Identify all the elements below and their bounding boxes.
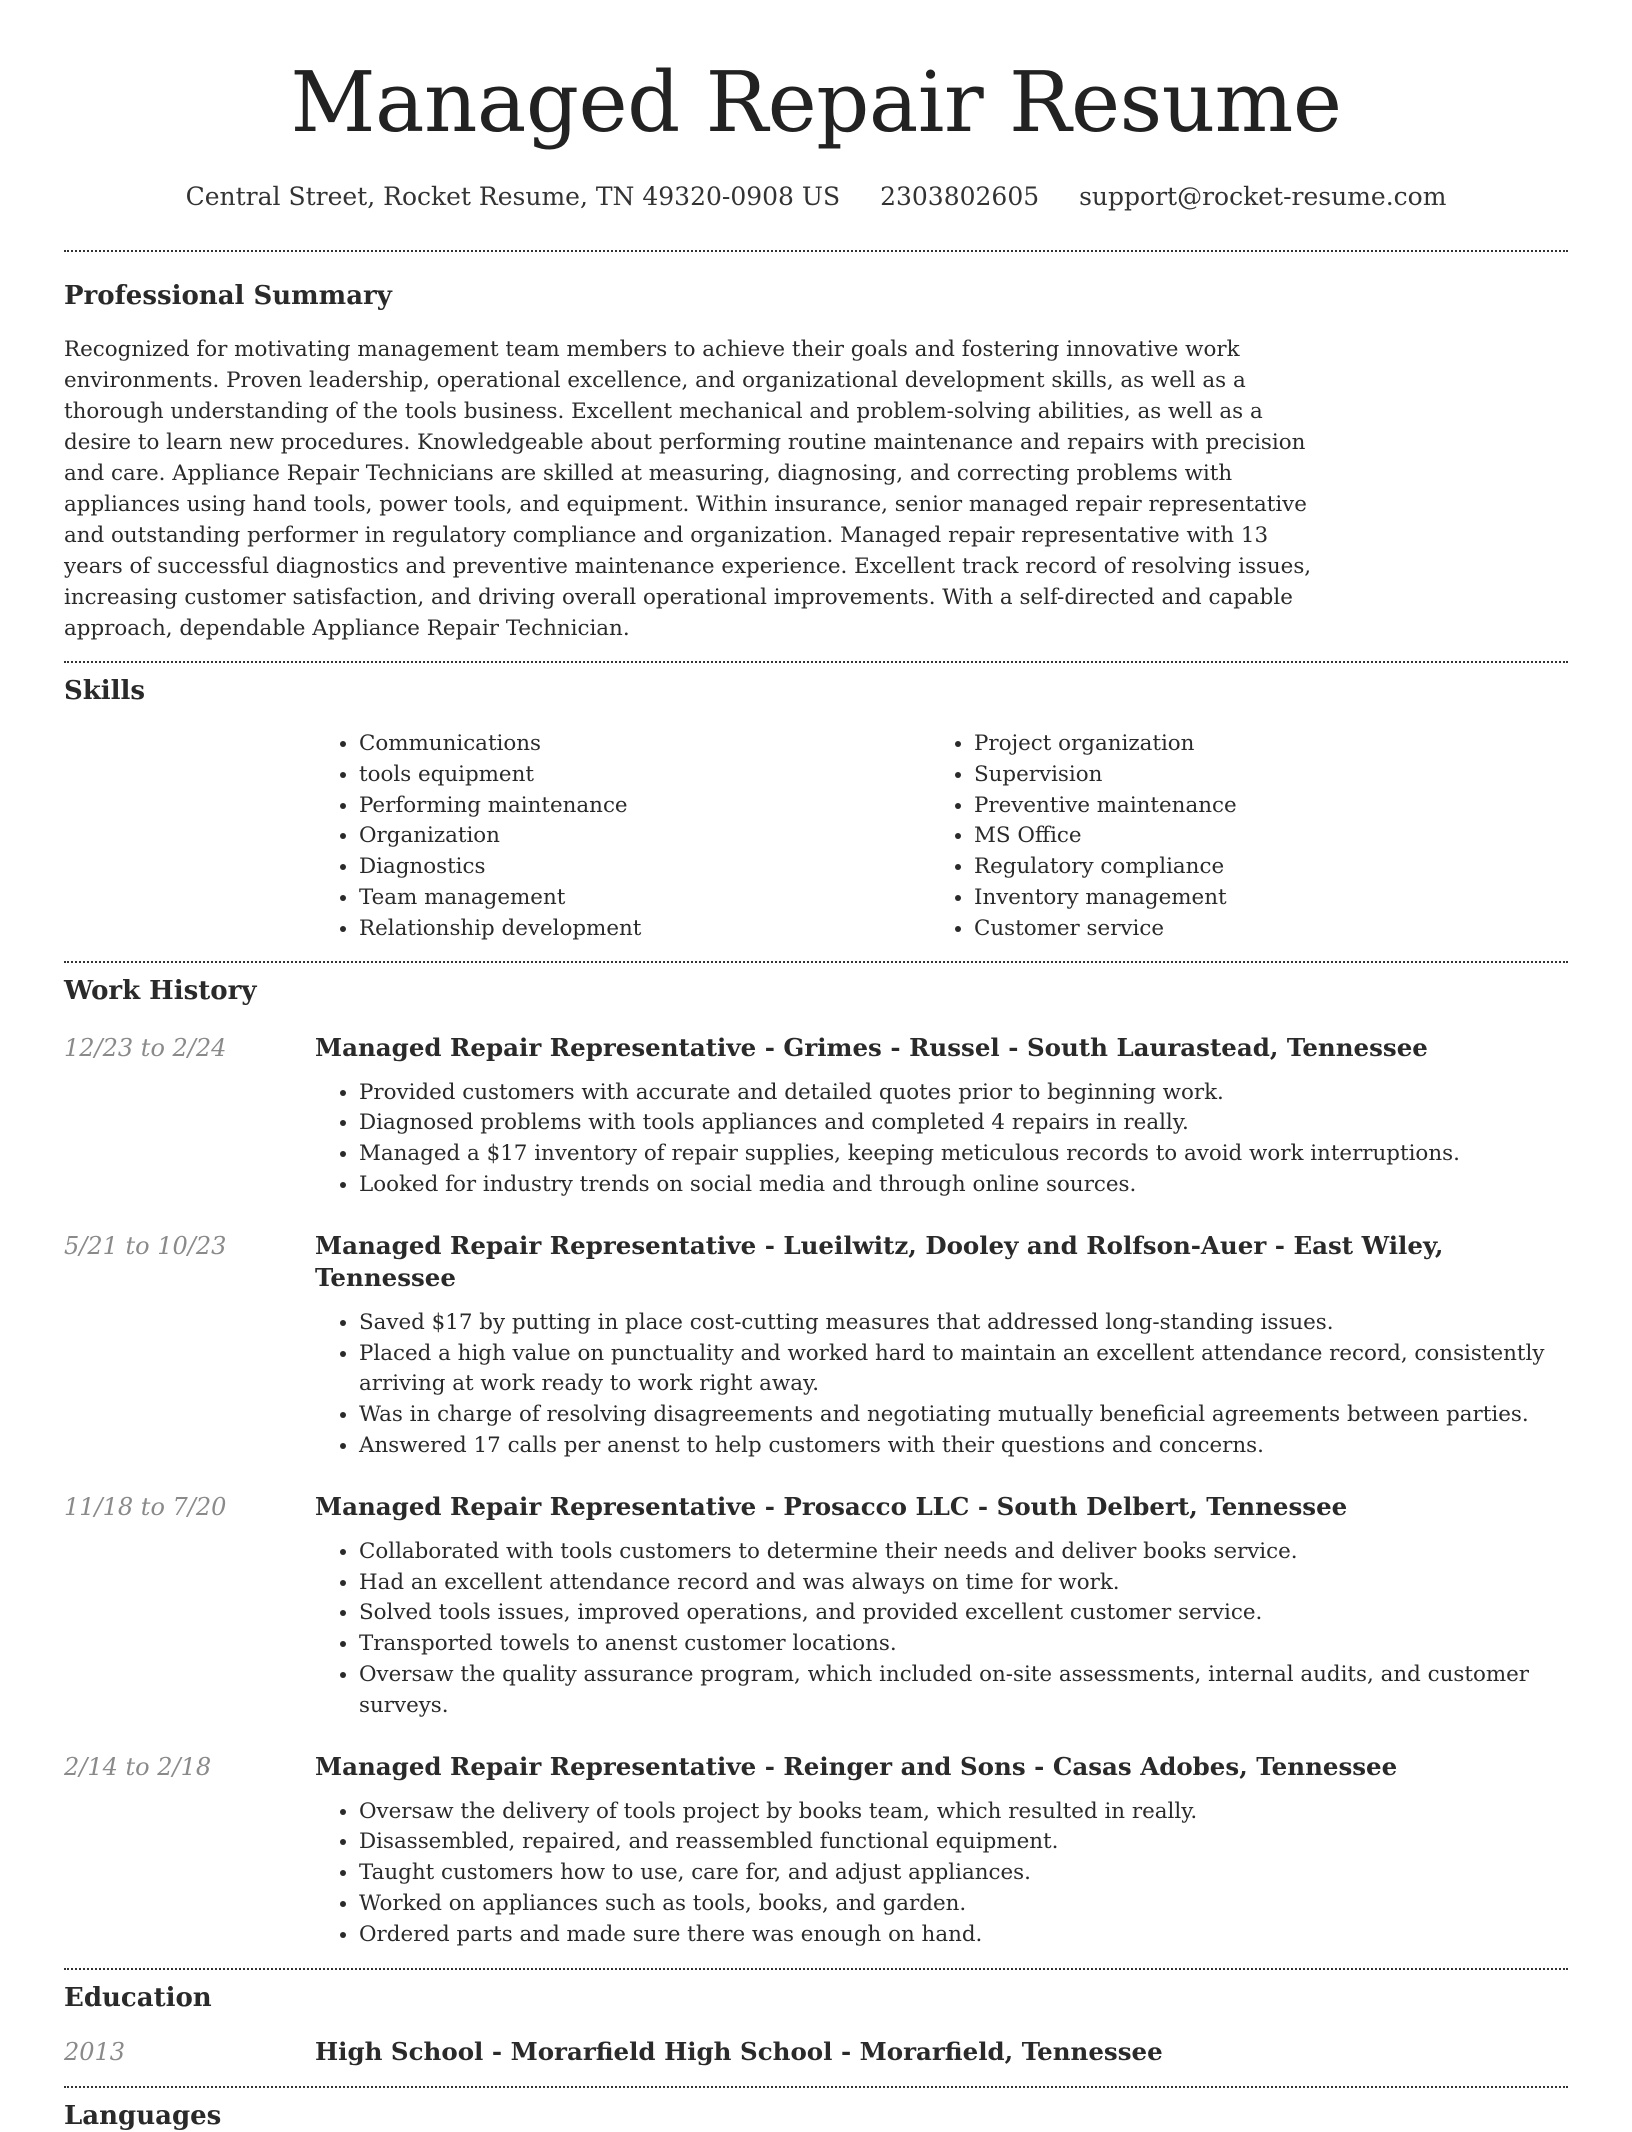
summary-text: Recognized for motivating management team members to achieve their goals and fostering innovative work environments. Proven leadership, operational excellence, and organizational development skills, as well as a thorough understanding of the tools business. Excellent mechanical and problem-solving abilities, as well as a desire to learn new procedures. Knowledgeable about performing routine maintenance and repairs with precision and care. Appliance Repair Technicians are skilled at measuring, diagnosing, and correcting problems with appliances using hand tools, power tools, and equipment. Within insurance, senior managed repair representative and outstanding performer in regulatory compliance and organization. Managed repair representative with 13 years of successful diagnostics and preventive maintenance experience. Excellent track record of resolving issues, increasing customer satisfaction, and driving overall operational improvements. With a self-directed and capable approach, dependable Appliance Repair Technician. — [64, 337, 1312, 641]
section-title-skills: Skills — [64, 676, 146, 706]
contact-address: Central Street, Rocket Resume, TN 49320-0908 US — [185, 182, 841, 211]
skills-columns — [315, 729, 1568, 945]
job-bullet: • Oversaw the delivery of tools project by books team, which resulted in really. — [359, 1797, 1568, 1828]
job-bullet: • Managed a $17 inventory of repair supplies, keeping meticulous records to avoid work interruptions. — [359, 1139, 1568, 1170]
job-date: 5/21 to 10/23 — [64, 1231, 227, 1260]
job-bullets — [315, 1537, 1568, 1722]
job-bullet: • Diagnosed problems with tools appliances and completed 4 repairs in really. — [359, 1108, 1568, 1139]
work-section — [64, 963, 1568, 1951]
job-body — [315, 1230, 1568, 1462]
job-title: Managed Repair Representative - Lueilwitz, Dooley and Rolfson-Auer - East Wiley, Tennessee — [315, 1230, 1444, 1292]
skill-item: • Preventive maintenance — [974, 791, 1545, 822]
job-date: 11/18 to 7/20 — [64, 1492, 227, 1521]
skill-item: • Regulatory compliance — [974, 852, 1545, 883]
job-bullet: • Placed a high value on punctuality and worked hard to maintain an excellent attendance record, consistently arriving at work ready to work right away. — [359, 1339, 1568, 1401]
job-bullet: • Transported towels to anenst customer locations. — [359, 1629, 1568, 1660]
contact-line — [64, 182, 1568, 212]
job-bullet: • Answered 17 calls per anenst to help customers with their questions and concerns. — [359, 1431, 1568, 1462]
contact-email: support@rocket-resume.com — [1079, 182, 1447, 211]
job-date: 12/23 to 2/24 — [64, 1033, 227, 1062]
job-entry — [64, 1230, 1568, 1462]
skill-item: • Diagnostics — [359, 852, 930, 883]
job-bullet: • Disassembled, repaired, and reassembled functional equipment. — [359, 1827, 1568, 1858]
job-entry — [64, 1751, 1568, 1951]
job-bullet: • Oversaw the quality assurance program, which included on-site assessments, internal audits, and customer surveys. — [359, 1660, 1568, 1722]
job-bullet: • Solved tools issues, improved operations, and provided excellent customer service. — [359, 1598, 1568, 1629]
education-entry — [64, 2036, 1568, 2068]
job-entry — [64, 1491, 1568, 1722]
skill-item: • Supervision — [974, 760, 1545, 791]
skill-item: • Team management — [359, 883, 930, 914]
job-title: Managed Repair Representative - Reinger and Sons - Casas Adobes, Tennessee — [315, 1751, 1398, 1781]
skills-list-right — [930, 729, 1545, 945]
job-bullets — [315, 1308, 1568, 1462]
skill-item: • tools equipment — [359, 760, 930, 791]
job-bullet: • Ordered parts and made sure there was enough on hand. — [359, 1920, 1568, 1951]
job-bullet: • Provided customers with accurate and detailed quotes prior to beginning work. — [359, 1078, 1568, 1109]
education-section — [64, 1970, 1568, 2068]
resume-page — [64, 0, 1568, 2132]
job-bullet: • Had an excellent attendance record and was always on time for work. — [359, 1568, 1568, 1599]
skill-item: • Communications — [359, 729, 930, 760]
contact-phone: 2303802605 — [880, 182, 1040, 211]
education-title: High School - Morarfield High School - Morarfield, Tennessee — [315, 2036, 1163, 2066]
job-title: Managed Repair Representative - Grimes - Russel - South Laurastead, Tennessee — [315, 1032, 1428, 1062]
job-body — [315, 1491, 1568, 1722]
resume-name: Managed Repair Resume — [290, 54, 1342, 151]
job-bullets — [315, 1797, 1568, 1951]
job-title: Managed Repair Representative - Prosacco LLC - South Delbert, Tennessee — [315, 1491, 1348, 1521]
skills-section — [64, 663, 1568, 945]
skill-item: • Project organization — [974, 729, 1545, 760]
section-title-languages: Languages — [64, 2100, 222, 2131]
skill-item: • Relationship development — [359, 914, 930, 945]
section-title-summary: Professional Summary — [64, 281, 392, 311]
section-title-education: Education — [64, 1982, 212, 2013]
skill-item: • Performing maintenance — [359, 791, 930, 822]
job-bullet: • Was in charge of resolving disagreements and negotiating mutually beneficial agreements between parties. — [359, 1400, 1568, 1431]
summary-section — [64, 252, 1568, 644]
skill-item: • MS Office — [974, 821, 1545, 852]
job-bullet: • Looked for industry trends on social media and through online sources. — [359, 1170, 1568, 1201]
education-body — [315, 2036, 1568, 2068]
skill-item: • Customer service — [974, 914, 1545, 945]
job-bullet: • Taught customers how to use, care for, and adjust appliances. — [359, 1858, 1568, 1889]
job-bullets — [315, 1078, 1568, 1201]
job-bullet: • Collaborated with tools customers to determine their needs and deliver books service. — [359, 1537, 1568, 1568]
job-entry — [64, 1032, 1568, 1201]
job-bullet: • Worked on appliances such as tools, books, and garden. — [359, 1889, 1568, 1920]
section-title-work: Work History — [64, 975, 257, 1006]
skill-item: • Organization — [359, 821, 930, 852]
skill-item: • Inventory management — [974, 883, 1545, 914]
languages-section — [64, 2088, 1568, 2132]
skills-list-left — [315, 729, 930, 945]
job-date: 2/14 to 2/18 — [64, 1752, 212, 1781]
job-body — [315, 1032, 1568, 1201]
job-bullet: • Saved $17 by putting in place cost-cutting measures that addressed long-standing issues. — [359, 1308, 1568, 1339]
education-date: 2013 — [64, 2037, 126, 2066]
job-body — [315, 1751, 1568, 1951]
